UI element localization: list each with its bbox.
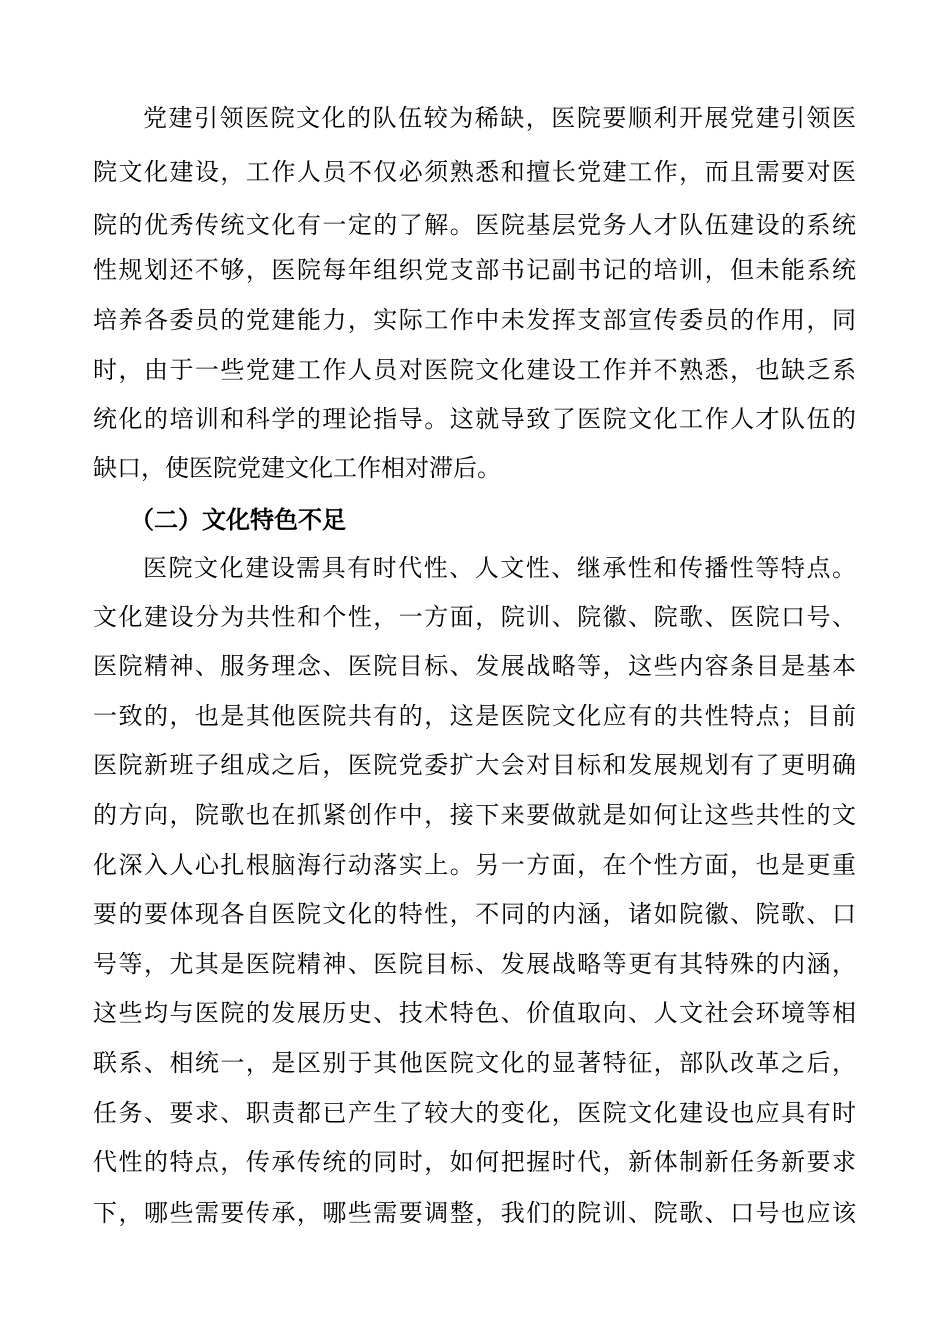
paragraph-2-line-1: 医院文化建设需具有时代性、人文性、继承性和传播性等特点。 <box>143 554 856 582</box>
paragraph-1-line-7: 统化的培训和科学的理论指导。这就导致了医院文化工作人才队伍的 <box>93 405 856 433</box>
paragraph-2-line-4: 一致的，也是其他医院共有的，这是医院文化应有的共性特点；目前 <box>93 702 856 730</box>
paragraph-1-line-1: 党建引领医院文化的队伍较为稀缺，医院要顺利开展党建引领医 <box>143 104 856 132</box>
paragraph-1-line-2: 院文化建设，工作人员不仅必须熟悉和擅长党建工作，而且需要对医 <box>93 158 856 186</box>
paragraph-2-line-8: 要的要体现各自医院文化的特性，不同的内涵，诸如院徽、院歌、口 <box>93 900 856 928</box>
paragraph-2-line-3: 医院精神、服务理念、医院目标、发展战略等，这些内容条目是基本 <box>93 652 856 680</box>
paragraph-2-line-9: 号等，尤其是医院精神、医院目标、发展战略等更有其特殊的内涵， <box>93 950 856 978</box>
paragraph-1-line-3: 院的优秀传统文化有一定的了解。医院基层党务人才队伍建设的系统 <box>93 211 856 239</box>
paragraph-2-line-14: 下，哪些需要传承，哪些需要调整，我们的院训、院歌、口号也应该 <box>93 1199 856 1227</box>
paragraph-2-line-13: 代性的特点，传承传统的同时，如何把握时代，新体制新任务新要求 <box>93 1148 856 1176</box>
paragraph-2-line-6: 的方向，院歌也在抓紧创作中，接下来要做就是如何让这些共性的文 <box>93 801 856 829</box>
paragraph-1-line-8: 缺口，使医院党建文化工作相对滞后。 <box>93 454 501 482</box>
paragraph-1-line-5: 培养各委员的党建能力，实际工作中未发挥支部宣传委员的作用，同 <box>93 306 856 334</box>
paragraph-2-line-11: 联系、相统一，是区别于其他医院文化的显著特征，部队改革之后， <box>93 1049 856 1077</box>
paragraph-2-line-12: 任务、要求、职责都已产生了较大的变化，医院文化建设也应具有时 <box>93 1099 856 1127</box>
paragraph-2-line-2: 文化建设分为共性和个性，一方面，院训、院徽、院歌、医院口号、 <box>93 603 856 631</box>
paragraph-1-line-4: 性规划还不够，医院每年组织党支部书记副书记的培训，但未能系统 <box>93 256 856 284</box>
section-heading: （二）文化特色不足 <box>130 506 346 534</box>
paragraph-2-line-5: 医院新班子组成之后，医院党委扩大会对目标和发展规划有了更明确 <box>93 751 856 779</box>
paragraph-1-line-6: 时，由于一些党建工作人员对医院文化建设工作并不熟悉，也缺乏系 <box>93 356 856 384</box>
paragraph-2-line-7: 化深入人心扎根脑海行动落实上。另一方面，在个性方面，也是更重 <box>93 851 856 879</box>
paragraph-2-line-10: 这些均与医院的发展历史、技术特色、价值取向、人文社会环境等相 <box>93 999 856 1027</box>
